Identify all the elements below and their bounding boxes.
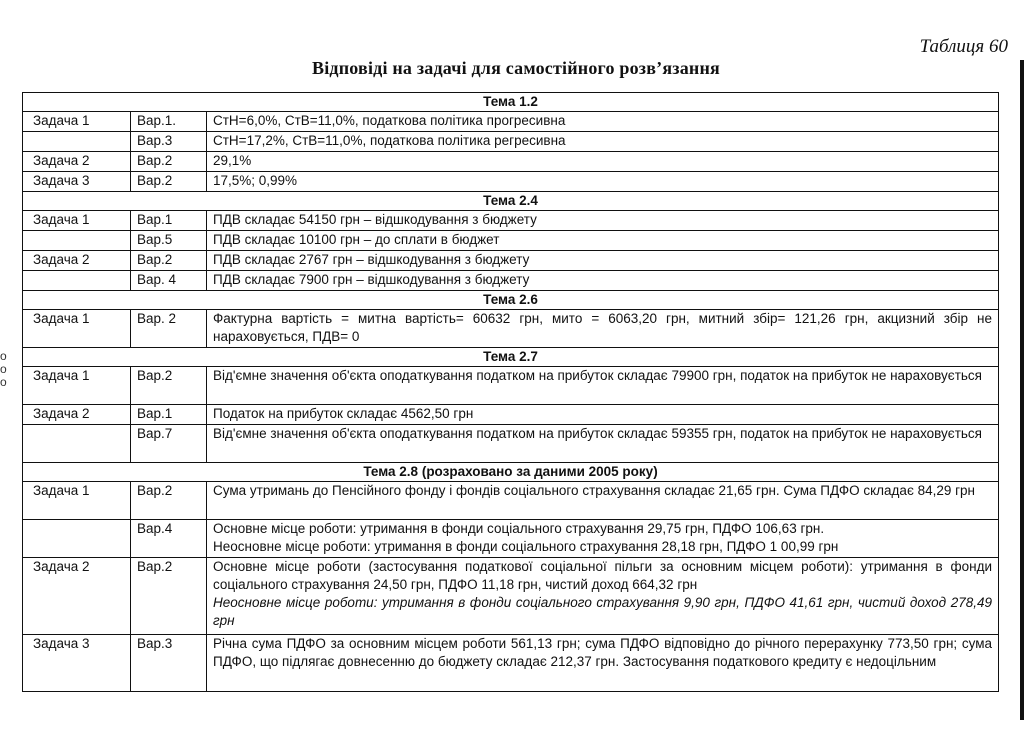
variant-cell: Вар.1 <box>131 405 207 425</box>
variant-cell: Вар. 4 <box>131 271 207 291</box>
task-cell: Задача 2 <box>23 152 131 172</box>
topic-row <box>23 463 999 482</box>
task-cell: Задача 2 <box>23 405 131 425</box>
answer-cell: ПДВ складає 2767 грн – відшкодування з бюджету <box>207 251 999 271</box>
table-row <box>23 112 999 132</box>
answer-cell: Від'ємне значення об'єкта оподаткування податком на прибуток складає 59355 грн, податок на прибуток не нараховується <box>207 425 999 463</box>
variant-cell: Вар.7 <box>131 425 207 463</box>
table-row <box>23 520 999 558</box>
margin-marks: о о о <box>0 349 7 389</box>
variant-cell: Вар.2 <box>131 152 207 172</box>
answer-cell: Від'ємне значення об'єкта оподаткування податком на прибуток складає 79900 грн, податок на прибуток не нараховується <box>207 367 999 405</box>
variant-cell: Вар.2 <box>131 251 207 271</box>
answer-secondary-job: Неосновне місце роботи: утримання в фонди соціального страхування 28,18 грн, ПДФО 1 00,99 грн <box>213 539 839 554</box>
task-cell: Задача 3 <box>23 172 131 192</box>
answer-main-job: Основне місце роботи: утримання в фонди соціального страхування 29,75 грн, ПДФО 106,63 грн. <box>213 521 825 536</box>
task-cell: Задача 1 <box>23 310 131 348</box>
table-row <box>23 310 999 348</box>
variant-cell: Вар.4 <box>131 520 207 558</box>
topic-header: Тема 2.4 <box>23 192 999 211</box>
variant-cell: Вар.3 <box>131 635 207 692</box>
table-row <box>23 172 999 192</box>
table-row <box>23 271 999 291</box>
task-cell <box>23 231 131 251</box>
task-cell: Задача 1 <box>23 112 131 132</box>
table-caption: Таблиця 60 <box>919 36 1008 57</box>
answer-cell: СтН=6,0%, СтВ=11,0%, податкова політика прогресивна <box>207 112 999 132</box>
answer-cell: Сума утримань до Пенсійного фонду і фондів соціального страхування складає 21,65 грн. Сума ПДФО складає 84,29 грн <box>207 482 999 520</box>
variant-cell: Вар.2 <box>131 172 207 192</box>
answer-cell: ПДВ складає 54150 грн – відшкодування з бюджету <box>207 211 999 231</box>
topic-header: Тема 2.6 <box>23 291 999 310</box>
table-row <box>23 482 999 520</box>
task-cell: Задача 1 <box>23 211 131 231</box>
table-row <box>23 152 999 172</box>
table-row <box>23 231 999 251</box>
answer-cell: Податок на прибуток складає 4562,50 грн <box>207 405 999 425</box>
topic-header: Тема 2.7 <box>23 348 999 367</box>
variant-cell: Вар.1. <box>131 112 207 132</box>
task-cell <box>23 425 131 463</box>
table-row <box>23 132 999 152</box>
variant-cell: Вар.1 <box>131 211 207 231</box>
table-row <box>23 635 999 692</box>
answer-cell <box>207 520 999 558</box>
answer-cell: Фактурна вартість = митна вартість= 60632 грн, мито = 6063,20 грн, митний збір= 121,26 грн, акцизний збір не нараховується, ПДВ= 0 <box>207 310 999 348</box>
answer-cell: ПДВ складає 7900 грн – відшкодування з бюджету <box>207 271 999 291</box>
task-cell <box>23 271 131 291</box>
task-cell <box>23 520 131 558</box>
task-cell: Задача 2 <box>23 251 131 271</box>
task-cell: Задача 3 <box>23 635 131 692</box>
table-row <box>23 425 999 463</box>
topic-header: Тема 1.2 <box>23 93 999 112</box>
task-cell: Задача 2 <box>23 558 131 635</box>
task-cell: Задача 1 <box>23 367 131 405</box>
page-title: Відповіді на задачі для самостійного розв’язання <box>312 58 720 78</box>
answer-cell: СтН=17,2%, СтВ=11,0%, податкова політика регресивна <box>207 132 999 152</box>
answer-secondary-job: Неосновне місце роботи: утримання в фонди соціального страхування 9,90 грн, ПДФО 41,61 грн, чистий доход 278,49 грн <box>213 595 993 628</box>
topic-row <box>23 93 999 112</box>
variant-cell: Вар.2 <box>131 482 207 520</box>
variant-cell: Вар.3 <box>131 132 207 152</box>
task-cell <box>23 132 131 152</box>
topic-header: Тема 2.8 (розраховано за даними 2005 року) <box>23 463 999 482</box>
answer-cell <box>207 558 999 635</box>
answer-cell: 29,1% <box>207 152 999 172</box>
table-row <box>23 367 999 405</box>
topic-row <box>23 348 999 367</box>
answer-cell: ПДВ складає 10100 грн – до сплати в бюджет <box>207 231 999 251</box>
answer-main-job: Основне місце роботи (застосування податкової соціальної пільги за основним місцем роботи): утримання в фонди соціального страхування 24,50 грн, ПДФО 11,18 грн, чистий доход 664,32 грн <box>213 559 993 592</box>
table-row <box>23 211 999 231</box>
answer-cell: Річна сума ПДФО за основним місцем роботи 561,13 грн; сума ПДФО відповідно до річного перерахунку 773,50 грн; сума ПДФО, що підлягає довнесенню до бюджету складає 212,37 грн. Застосування податкового кредиту є недоцільним <box>207 635 999 692</box>
table-row <box>23 405 999 425</box>
answer-cell: 17,5%; 0,99% <box>207 172 999 192</box>
topic-row <box>23 192 999 211</box>
variant-cell: Вар. 2 <box>131 310 207 348</box>
page-edge-line <box>1020 60 1024 720</box>
variant-cell: Вар.2 <box>131 367 207 405</box>
topic-row <box>23 291 999 310</box>
task-cell: Задача 1 <box>23 482 131 520</box>
table-row <box>23 558 999 635</box>
variant-cell: Вар.5 <box>131 231 207 251</box>
variant-cell: Вар.2 <box>131 558 207 635</box>
answers-table <box>22 92 999 692</box>
table-row <box>23 251 999 271</box>
